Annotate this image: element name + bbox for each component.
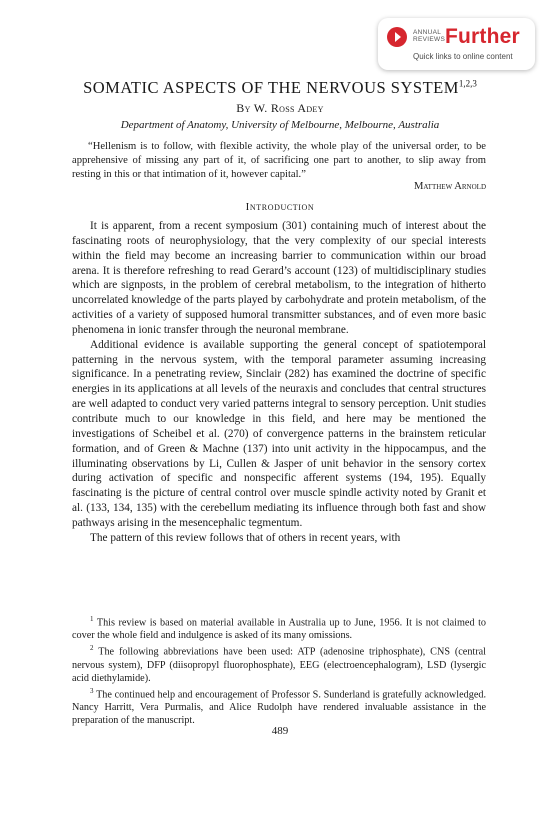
footnote-text: The continued help and encouragement of Professor S. Sunderland is gratefully acknowledged. Nancy Harritt, Vera Purmalis, and Alice Rudolph have rendered invaluable assistance in the preparation of the manuscript. — [72, 689, 486, 727]
section-heading: Introduction — [245, 201, 315, 213]
epigraph-text: “Hellenism is to follow, with flexible activity, the whole play of the universal order, to be apprehensive of missing any part of it, of sacrificing one part to another, to slip away from resting in this or that intimation of it, however capital.” — [72, 141, 486, 180]
footnote-mark: 2 — [90, 644, 94, 653]
paragraph: The pattern of this review follows that of others in recent years, with — [90, 531, 401, 544]
epigraph-author: Matthew Arnold — [413, 181, 486, 192]
footnote — [72, 613, 486, 642]
footnote-mark: 3 — [90, 686, 94, 695]
page-number: 489 — [271, 725, 289, 737]
footnote — [72, 642, 486, 684]
footnote-mark: 1 — [90, 615, 94, 623]
title-footnote-marks: 1,2,3 — [458, 78, 477, 89]
footnote-text: The following abbreviations have been used: ATP (adenosine triphosphate), CNS (central nervous system), DFP (diisopropyl fluorophosphate), EEG (electroencephalogram), LSD (lysergic acid diethylamide). — [72, 646, 486, 684]
annual-reviews-logo-text: ANNUAL REVIEWS — [413, 29, 446, 43]
author-affiliation: Department of Anatomy, University of Melbourne, Melbourne, Australia — [120, 119, 440, 131]
article-title-text: SOMATIC ASPECTS OF THE NERVOUS SYSTEM — [83, 78, 459, 97]
play-icon — [387, 27, 407, 47]
further-badge-link[interactable] — [378, 18, 535, 70]
footnotes — [72, 613, 486, 727]
body-text — [72, 219, 486, 546]
paragraph: It is apparent, from a recent symposium (301) containing much of interest about the fascinating roots of neurophysiology, that the very complexity of our special interests within the field may become an increasing barrier to communication within our broad arena. It is therefore refreshing to read Gerard’s account (123) of multidisciplinary studies which are signposts, in the problem of cerebral metabolism, to the integration of hitherto uncorrelated knowledge of the parts played by carbohydrate and protein metabolism, of the activities of a variety of supposed humoral transmitter substances, and of even more basic phenomena in ionic transfer through the neuronal membrane. — [72, 220, 486, 336]
article-author: By W. Ross Adey — [236, 101, 324, 115]
paragraph: Additional evidence is available supporting the general concept of spatiotemporal patterning in the nervous system, with the temporal parameter assuming increasing significance. In a penetrating review, Sinclair (282) has examined the doctrine of specific energies in its applications at all levels of the neuraxis and concludes that central structures are well adapted to conduct very varied patterns integral to sensory perception. Unit studies contribute much to our knowledge in this field, and here may be mentioned the investigations of Scheibel et al. (270) of convergence patterns in the brainstem reticular formation, and of Green & Machne (137) into unit activity in the hippocampus, and the illuminating observations by Li, Cullen & Jasper of unit behavior in the sensory cortex during activation of specific and nonspecific afferent systems (194, 195). Equally fascinating is the picture of central control over muscle spindle activity noted by Granit et al. (133, 134, 135) with the cerebellum mediating its influence through both fast and show pathways arising in the mesencephalic tegmentum. — [72, 338, 486, 529]
footnote — [72, 685, 486, 727]
further-subtitle: Quick links to online content — [413, 52, 513, 61]
footnote-text: This review is based on material available in Australia up to June, 1956. It is not claimed to cover the whole field and indulgence is asked of its many omissions. — [72, 617, 486, 642]
epigraph — [72, 140, 486, 182]
further-wordmark: Further — [445, 25, 520, 48]
article-title — [0, 78, 560, 98]
